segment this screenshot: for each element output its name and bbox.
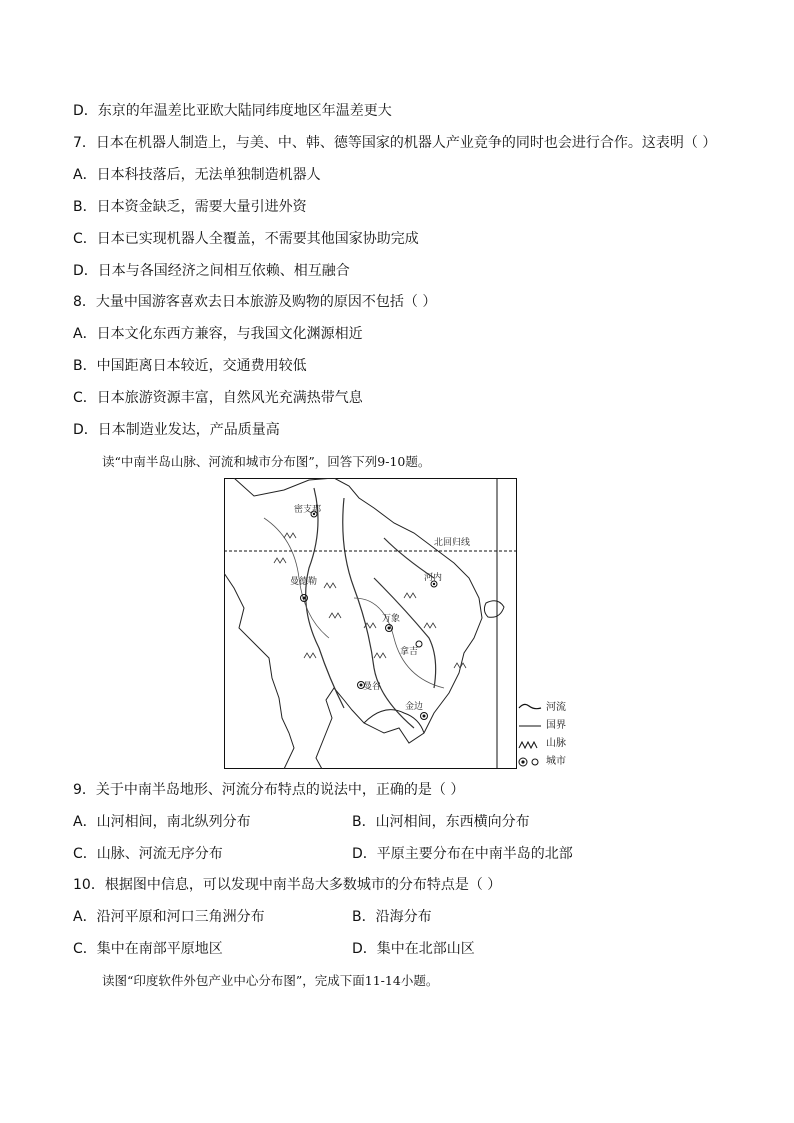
next-intro: 读图“印度软件外包产业中心分布图”，完成下面11-14小题。 <box>102 973 439 988</box>
q7-option-b: B．日本资金缺乏，需要大量引进外资 <box>73 199 307 215</box>
q9-stem: 9．关于中南半岛地形、河流分布特点的说法中，正确的是（ ） <box>73 782 465 798</box>
q10-option-b: B．沿海分布 <box>352 909 432 925</box>
q9-option-c: C．山脉、河流无序分布 <box>73 846 223 862</box>
svg-text:曼德勒: 曼德勒 <box>290 577 318 587</box>
q8-option-d: D．日本制造业发达，产品质量高 <box>73 422 280 438</box>
q6-option-d: D．东京的年温差比亚欧大陆同纬度地区年温差更大 <box>73 103 392 119</box>
q10-option-d: D．集中在北部山区 <box>352 941 475 957</box>
indochina-map <box>224 478 517 769</box>
q8-option-b: B．中国距离日本较近，交通费用较低 <box>73 358 307 374</box>
svg-text:万象: 万象 <box>382 614 401 624</box>
svg-text:金边: 金边 <box>405 702 424 712</box>
q10-option-a: A．沿河平原和河口三角洲分布 <box>73 909 265 925</box>
border-icon <box>518 720 542 732</box>
svg-text:密支那: 密支那 <box>294 505 322 515</box>
mountain-icon <box>518 738 542 750</box>
tropic-label: 北回归线 <box>434 538 471 548</box>
q9-option-a: A．山河相间，南北纵列分布 <box>73 814 251 830</box>
city-icon <box>518 756 542 768</box>
map-legend: 河流 国界 山脉 城市 <box>518 700 598 772</box>
q8-option-c: C．日本旅游资源丰富，自然风光充满热带气息 <box>73 390 363 406</box>
city-mizhina <box>294 503 321 517</box>
svg-text:河内: 河内 <box>424 573 443 583</box>
q7-option-d: D．日本与各国经济之间相互依赖、相互融合 <box>73 263 350 279</box>
q9-option-d: D．平原主要分布在中南半岛的北部 <box>352 846 573 862</box>
q10-stem: 10．根据图中信息，可以发现中南半岛大多数城市的分布特点是（ ） <box>73 877 502 893</box>
svg-text:拿吉: 拿吉 <box>400 647 419 657</box>
q8-option-a: A．日本文化东西方兼容，与我国文化渊源相近 <box>73 326 363 342</box>
river-icon <box>518 702 542 714</box>
q7-option-c: C．日本已实现机器人全覆盖，不需要其他国家协助完成 <box>73 231 419 247</box>
svg-text:曼谷: 曼谷 <box>363 682 382 692</box>
q7-option-a: A．日本科技落后，无法单独制造机器人 <box>73 167 321 183</box>
map-intro: 读“中南半岛山脉、河流和城市分布图”，回答下列9-10题。 <box>102 454 431 469</box>
q10-option-c: C．集中在南部平原地区 <box>73 941 223 957</box>
q9-option-b: B．山河相间，东西横向分布 <box>352 814 530 830</box>
q8-stem: 8．大量中国游客喜欢去日本旅游及购物的原因不包括（ ） <box>73 294 437 310</box>
q7-stem: 7．日本在机器人制造上，与美、中、韩、德等国家的机器人产业竞争的同时也会进行合作。这表明（ ） <box>73 135 717 151</box>
